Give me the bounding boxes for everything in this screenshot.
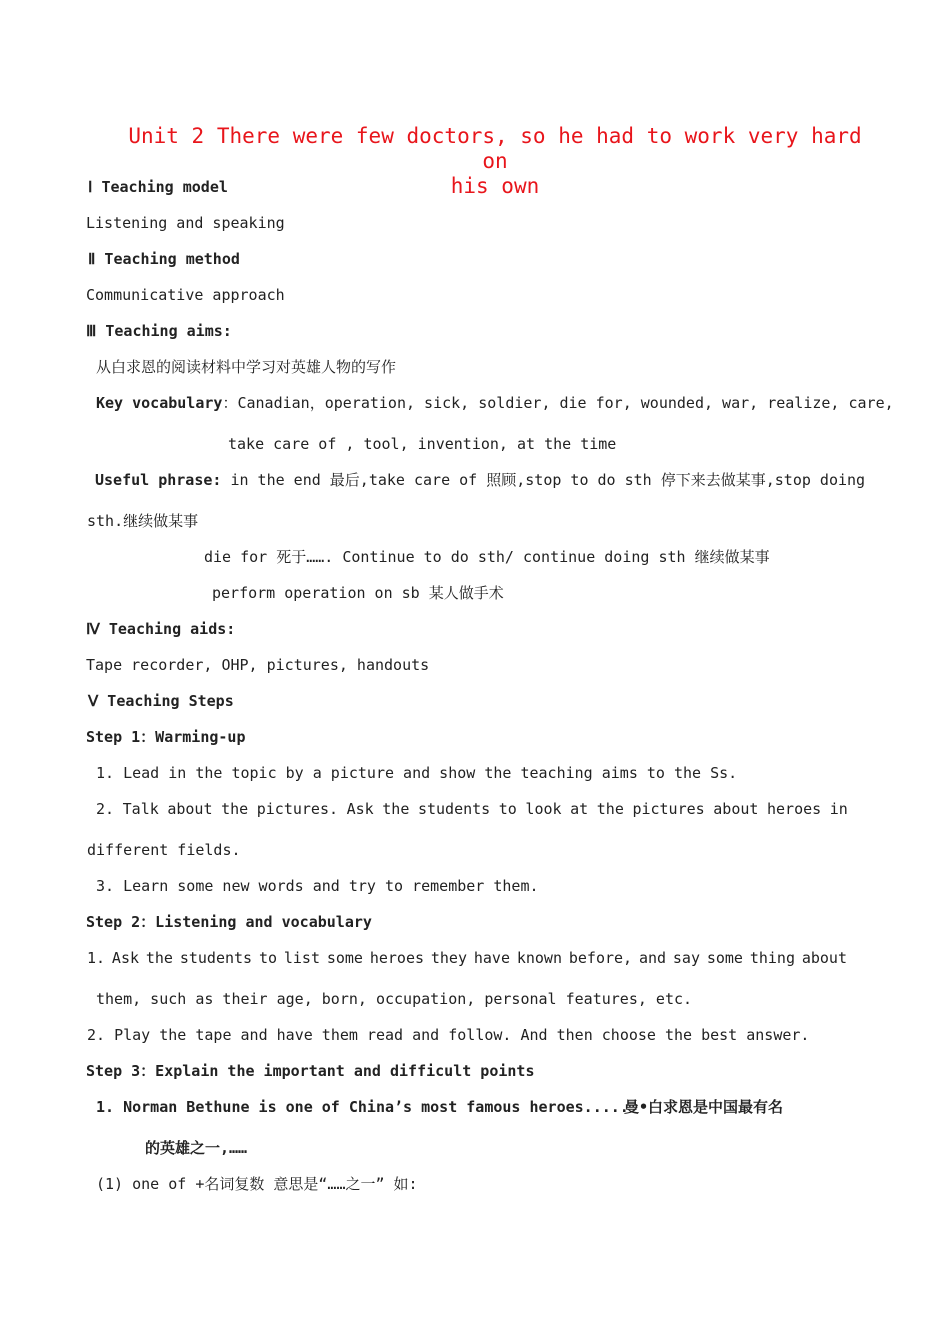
title-line-1: Unit 2 There were few doctors, so he had to work very hard on — [128, 124, 862, 173]
word: some — [706, 949, 743, 967]
point-1-chinese: 曼•白求恩是中国最有名 — [624, 1098, 784, 1116]
word: to — [498, 800, 517, 818]
step-1-item-2-continued: different fields. — [87, 841, 241, 859]
teaching-aim-chinese: 从白求恩的阅读材料中学习对英雄人物的写作 — [96, 358, 397, 376]
section-5-heading: Ⅴ Teaching Steps — [88, 692, 234, 710]
word: pictures. — [256, 800, 339, 818]
note-1: (1) one of +名词复数 意思是“……之一” 如: — [96, 1175, 418, 1193]
word: look — [525, 800, 562, 818]
word: 2. — [96, 800, 115, 818]
word: have — [473, 949, 510, 967]
section-1-heading: Ⅰ Teaching model — [88, 178, 228, 196]
word: list — [283, 949, 320, 967]
step-1-heading: Step 1：Warming-up — [86, 728, 246, 746]
section-4-body: Tape recorder, OHP, pictures, handouts — [86, 656, 430, 674]
key-vocabulary-colon: ： — [222, 394, 238, 412]
key-vocabulary-line-1 — [96, 394, 894, 412]
key-vocabulary-label: Key vocabulary — [96, 394, 223, 412]
point-1-chinese-continued: 的英雄之一,…… — [145, 1139, 248, 1157]
section-4-heading: Ⅳ Teaching aids: — [86, 620, 236, 638]
word: about — [713, 800, 759, 818]
step-1-item-1: 1. Lead in the topic by a picture and show the teaching aims to the Ss. — [96, 764, 738, 782]
word: heroes — [767, 800, 822, 818]
word: before, — [568, 949, 633, 967]
word: they — [430, 949, 467, 967]
step-2-item-1-continued: them, such as their age, born, occupation, personal features, etc. — [96, 990, 693, 1008]
word: Ask — [346, 800, 374, 818]
step-3-heading: Step 3：Explain the important and difficult points — [86, 1062, 535, 1080]
word: heroes — [369, 949, 425, 967]
step-1-item-3: 3. Learn some new words and try to remember them. — [96, 877, 539, 895]
word: and — [638, 949, 667, 967]
section-2-heading: Ⅱ Teaching method — [88, 250, 240, 268]
title-line-2: his own — [450, 174, 540, 198]
useful-phrase-line-2: sth.继续做某事 — [87, 512, 199, 530]
word: known — [516, 949, 562, 967]
word: the — [596, 800, 624, 818]
useful-phrase-line-4: perform operation on sb 某人做手术 — [212, 584, 504, 602]
step-1-item-2 — [96, 800, 848, 818]
step-2-heading: Step 2：Listening and vocabulary — [86, 913, 372, 931]
useful-phrase-line-1 — [95, 471, 865, 489]
word: some — [326, 949, 363, 967]
word: to — [258, 949, 277, 967]
word: the — [221, 800, 249, 818]
step-2-item-2: 2. Play the tape and have them read and follow. And then choose the best answer. — [87, 1026, 810, 1044]
word: the — [145, 949, 173, 967]
section-2-body: Communicative approach — [86, 286, 285, 304]
word: pictures — [632, 800, 705, 818]
point-1-english: 1. Norman Bethune is one of China’s most famous heroes..... — [96, 1098, 629, 1116]
word: about — [801, 949, 847, 967]
useful-phrase-text: in the end 最后,take care of 照顾,stop to do sth 停下来去做某事,stop doing — [230, 471, 866, 489]
word: say — [672, 949, 700, 967]
key-vocabulary-line-2: take care of , tool, invention, at the time — [228, 435, 617, 453]
word: Ask — [111, 949, 140, 967]
word: 1. — [87, 949, 106, 967]
word: the — [382, 800, 410, 818]
document-title — [120, 124, 870, 199]
word: about — [167, 800, 213, 818]
word: students — [179, 949, 253, 967]
step-2-item-1 — [87, 949, 847, 967]
word: Talk — [122, 800, 159, 818]
useful-phrase-line-3: die for 死于……. Continue to do sth/ continue doing sth 继续做某事 — [204, 548, 770, 566]
key-vocabulary-words: Canadian，operation, sick, soldier, die for, wounded, war, realize, care, — [237, 394, 894, 412]
useful-phrase-label: Useful phrase: — [95, 471, 222, 489]
word: in — [829, 800, 848, 818]
word: thing — [749, 949, 795, 967]
section-1-body: Listening and speaking — [86, 214, 285, 232]
section-3-heading: Ⅲ Teaching aims: — [86, 322, 232, 340]
step-3-point-1 — [96, 1098, 629, 1116]
word: at — [570, 800, 589, 818]
word: students — [417, 800, 491, 818]
